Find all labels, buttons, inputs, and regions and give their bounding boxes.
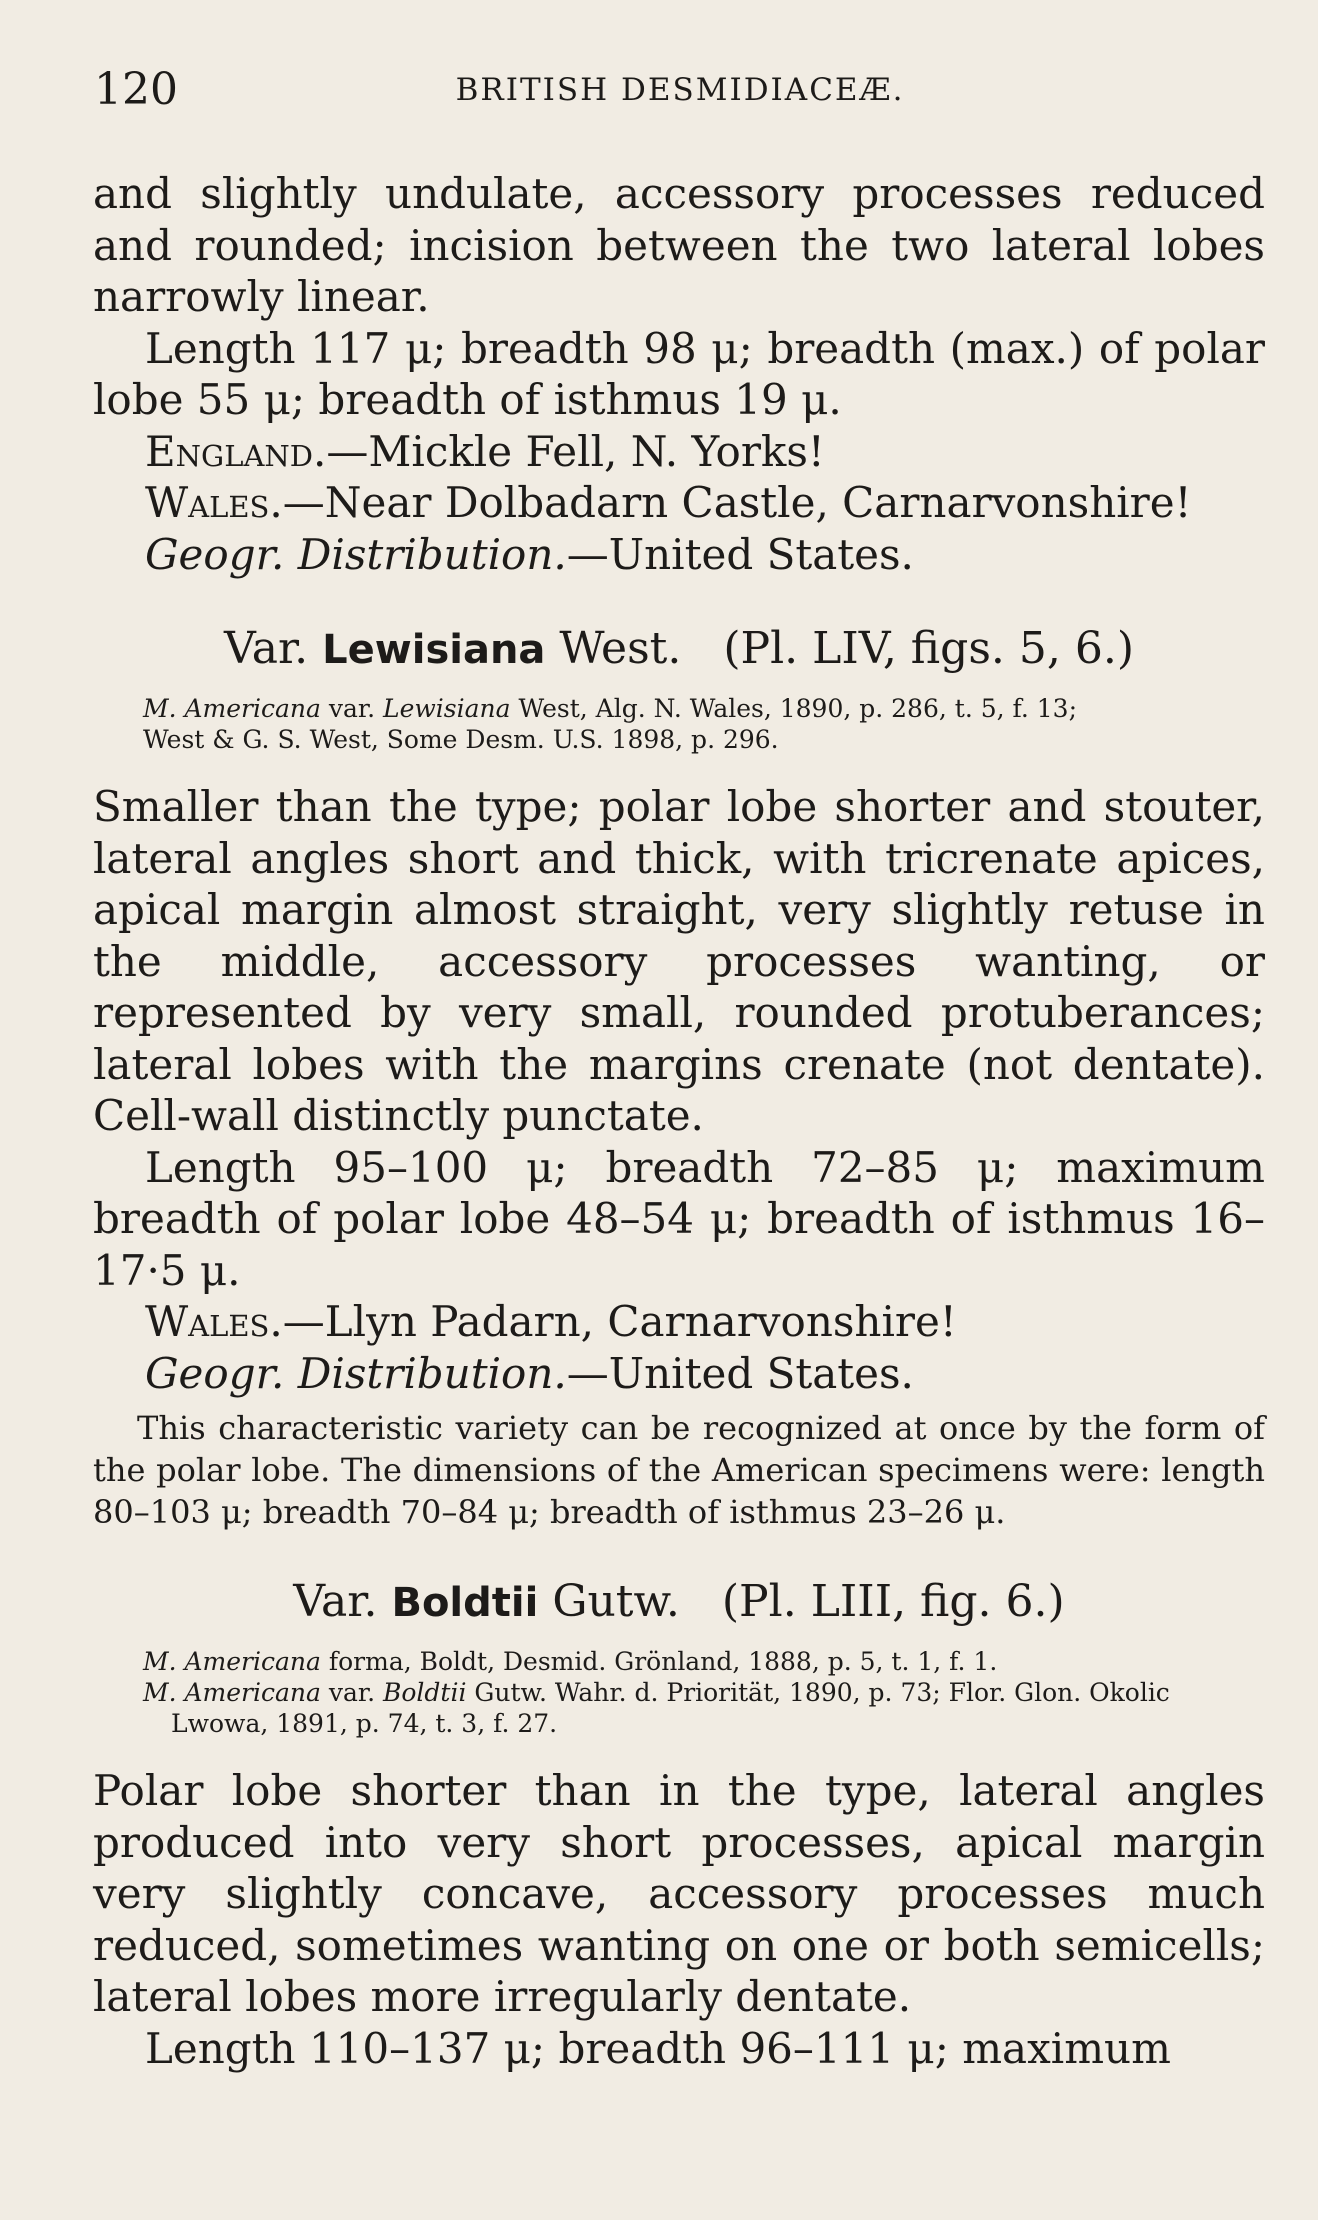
reference-text: var. <box>320 1678 383 1707</box>
variety-name: Lewisiana <box>322 627 546 673</box>
page-body <box>93 168 1265 2074</box>
reference-line: West & G. S. West, Some Desm. U.S. 1898, p. 296. <box>143 725 779 754</box>
variety-prefix: Var. <box>224 623 309 674</box>
locality-england <box>93 426 1265 478</box>
reference-variety: Lewisiana <box>382 694 511 723</box>
reference-text: var. <box>320 694 383 723</box>
geographic-distribution <box>93 1348 1265 1400</box>
geographic-distribution <box>93 529 1265 581</box>
locality-label: Wales. <box>145 478 283 527</box>
dimensions-paragraph: Length 117 μ; breadth 98 μ; breadth (max.) of polar lobe 55 μ; breadth of isthmus 19 μ. <box>93 323 1265 424</box>
locality-wales <box>93 477 1265 529</box>
dimensions-paragraph: Length 95–100 μ; breadth 72–85 μ; maximum breadth of polar lobe 48–54 μ; breadth of isthmus 16–17·5 μ. <box>93 1142 1265 1295</box>
locality-label: England. <box>145 426 327 476</box>
running-title: BRITISH DESMIDIACEÆ. <box>455 72 905 108</box>
references-boldtii <box>121 1646 1265 1739</box>
dimensions-paragraph: Length 110–137 μ; breadth 96–111 μ; maximum <box>145 2023 1171 2073</box>
locality-text: —Near Dolbadarn Castle, Carnarvonshire! <box>282 478 1192 527</box>
locality-wales <box>93 1296 1265 1348</box>
variety-author: West. <box>559 623 682 674</box>
reference-line <box>143 1646 1265 1677</box>
locality-text: —Mickle Fell, N. Yorks! <box>326 426 825 476</box>
note-paragraph: This characteristic variety can be recognized at once by the form of the polar lobe. The dimensions of the American specimens were: length 80–103 μ; breadth 70–84 μ; breadth of isthmus 23–26 μ. <box>93 1409 1265 1531</box>
plate-reference: (Pl. LIV, figs. 5, 6.) <box>723 623 1134 674</box>
description-paragraph: Smaller than the type; polar lobe shorter and stouter, lateral angles short and thick, with tricrenate apices, apical margin almost straight, very slightly retuse in the middle, accessory processes wanting, or represented by very small, rounded protuberances; lateral lobes with the margins crenate (not dentate). Cell-wall distinctly punctate. <box>93 782 1265 1140</box>
reference-variety: Boldtii <box>382 1678 467 1707</box>
reference-species: M. Americana <box>143 1678 321 1707</box>
distribution-text: —United States. <box>566 529 914 579</box>
reference-line <box>143 693 1265 724</box>
locality-label: Wales. <box>145 1297 283 1346</box>
reference-text: West, Alg. N. Wales, 1890, p. 286, t. 5, f. 13; <box>510 694 1077 723</box>
references-lewisiana <box>121 693 1265 755</box>
continuation-paragraph: and slightly undulate, accessory processes reduced and rounded; incision between the two lateral lobes narrowly linear. <box>93 169 1265 321</box>
plate-reference: (Pl. LIII, fig. 6.) <box>721 1576 1065 1627</box>
locality-text: —Llyn Padarn, Carnarvonshire! <box>282 1297 957 1346</box>
distribution-text: —United States. <box>566 1348 914 1398</box>
reference-text: Gutw. Wahr. d. Priorität, 1890, p. 73; Flor. Glon. Okolic Lwowa, 1891, p. 74, t. 3, f. 27. <box>171 1678 1170 1738</box>
distribution-label: Geogr. Distribution. <box>145 529 567 579</box>
reference-species: M. Americana <box>143 1647 321 1676</box>
variety-heading-lewisiana <box>93 622 1265 677</box>
variety-prefix: Var. <box>293 1576 378 1627</box>
page-number: 120 <box>94 64 178 115</box>
page-header <box>94 64 1266 124</box>
variety-name: Boldtii <box>391 1580 539 1626</box>
distribution-label: Geogr. Distribution. <box>145 1348 567 1398</box>
variety-author: Gutw. <box>552 1576 680 1627</box>
reference-species: M. Americana <box>143 694 321 723</box>
reference-line <box>143 1677 1265 1739</box>
description-paragraph: Polar lobe shorter than in the type, lateral angles produced into very short processes, apical margin very slightly concave, accessory processes much reduced, sometimes wanting on one or both semicells; lateral lobes more irregularly dentate. <box>93 1766 1265 2021</box>
variety-heading-boldtii <box>93 1575 1265 1630</box>
reference-text: forma, Boldt, Desmid. Grönland, 1888, p. 5, t. 1, f. 1. <box>320 1647 998 1676</box>
